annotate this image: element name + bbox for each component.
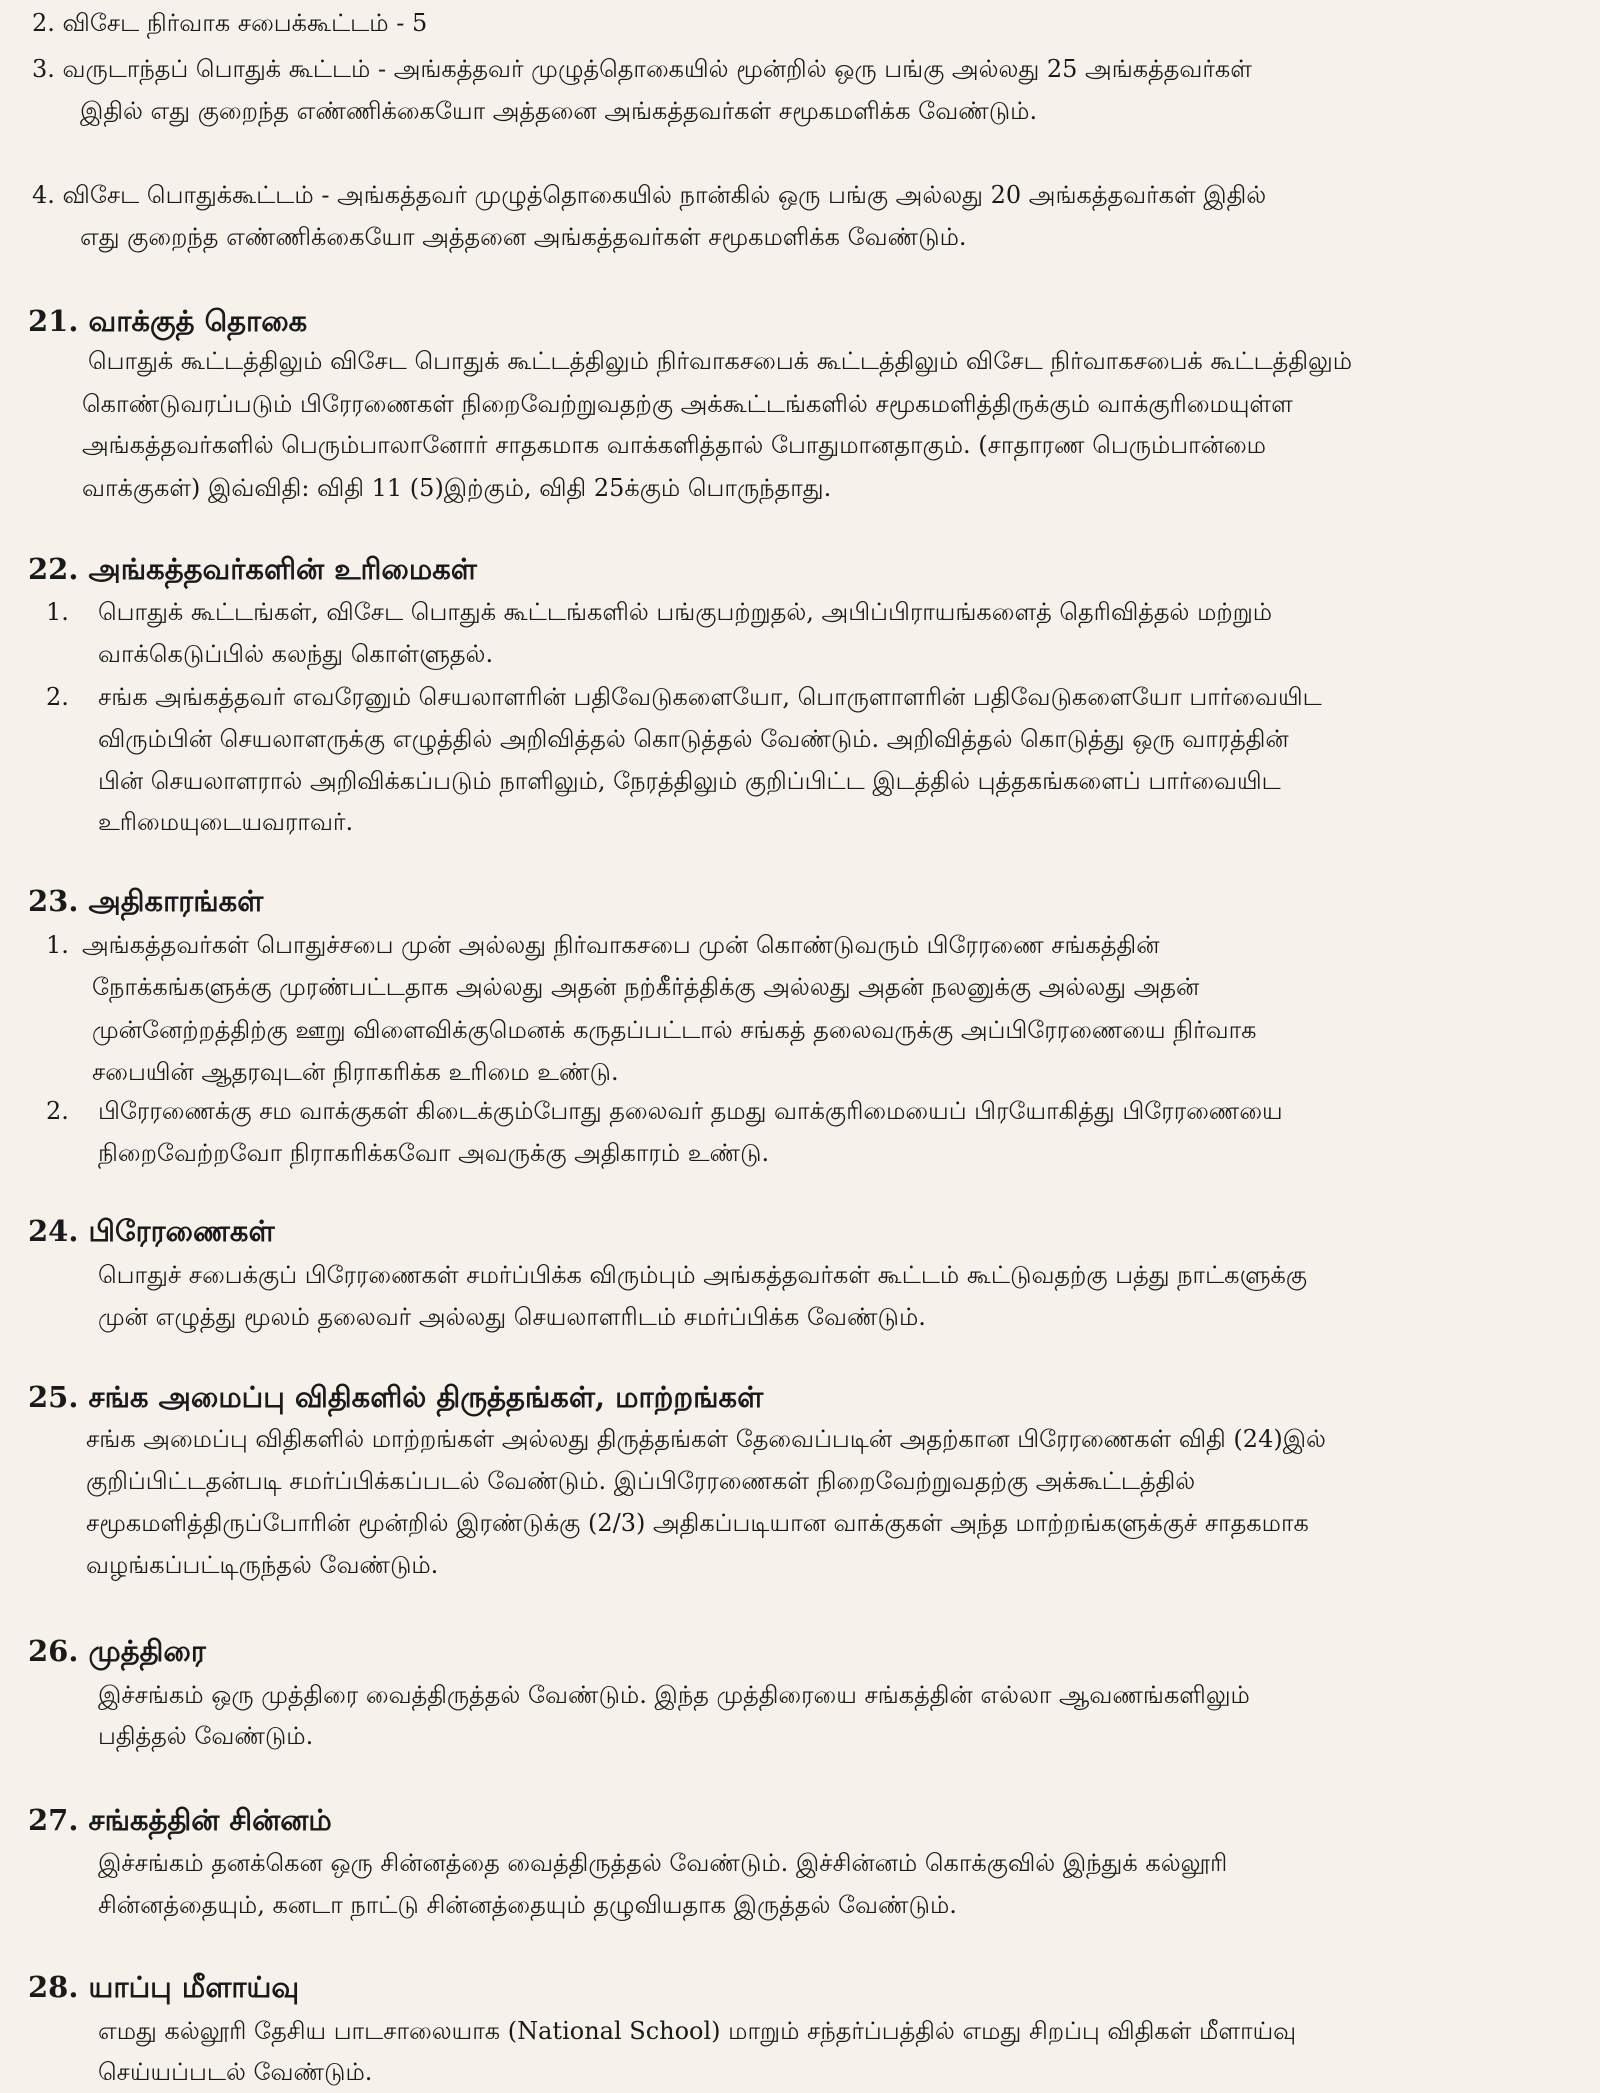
section-22-item-2-cont: பின் செயலாளரால் அறிவிக்கப்படும் நாளிலும், நேரத்திலும் குறிப்பிட்ட இடத்தில் புத்தகங்களைப் பார்வையிட: [98, 767, 1281, 795]
section-28-line: செய்யப்படல் வேண்டும்.: [98, 2058, 373, 2086]
list-item-2: 2. விசேட நிர்வாக சபைக்கூட்டம் - 5: [32, 9, 428, 37]
section-22-item-1-cont: வாக்கெடுப்பில் கலந்து கொள்ளுதல்.: [98, 640, 494, 668]
section-23-item-2-cont: நிறைவேற்றவோ நிராகரிக்கவோ அவருக்கு அதிகாரம் உண்டு.: [98, 1139, 770, 1167]
section-22-heading: 22. அங்கத்தவர்களின் உரிமைகள்: [28, 552, 477, 586]
section-27-line: சின்னத்தையும், கனடா நாட்டு சின்னத்தையும் தழுவியதாக இருத்தல் வேண்டும்.: [98, 1891, 957, 1919]
section-25-heading: 25. சங்க அமைப்பு விதிகளில் திருத்தங்கள், மாற்றங்கள்: [28, 1380, 764, 1414]
section-22-item-1: பொதுக் கூட்டங்கள், விசேட பொதுக் கூட்டங்களில் பங்குபற்றுதல், அபிப்பிராயங்களைத் தெரிவித்தல் மற்றும்: [98, 598, 1273, 626]
section-24-heading: 24. பிரேரணைகள்: [28, 1214, 275, 1248]
section-28-heading: 28. யாப்பு மீளாய்வு: [28, 1970, 300, 2004]
section-26-line: இச்சங்கம் ஒரு முத்திரை வைத்திருத்தல் வேண்டும். இந்த முத்திரையை சங்கத்தின் எல்லா ஆவணங்களிலும்: [98, 1681, 1250, 1709]
section-21-line: பொதுக் கூட்டத்திலும் விசேட பொதுக் கூட்டத்திலும் நிர்வாகசபைக் கூட்டத்திலும் விசேட நிர்வாகசபைக் கூட்டத்திலும்: [88, 347, 1353, 375]
section-21-heading: 21. வாக்குத் தொகை: [28, 304, 308, 338]
section-28-line: எமது கல்லூரி தேசிய பாடசாலையாக (National School) மாறும் சந்தர்ப்பத்தில் எமது சிறப்பு விதிகள் மீளாய்வு: [98, 2017, 1297, 2045]
section-21-line: அங்கத்தவர்களில் பெரும்பாலானோர் சாதகமாக வாக்களித்தால் போதுமானதாகும். (சாதாரண பெரும்பான்மை: [82, 431, 1266, 459]
section-25-line: வழங்கப்பட்டிருந்தல் வேண்டும்.: [86, 1551, 439, 1579]
section-25-line: சங்க அமைப்பு விதிகளில் மாற்றங்கள் அல்லது திருத்தங்கள் தேவைப்படின் அதற்கான பிரேரணைகள் விதி (24)இல்: [86, 1425, 1326, 1453]
list-item-4: 4. விசேட பொதுக்கூட்டம் - அங்கத்தவர் முழுத்தொகையில் நான்கில் ஒரு பங்கு அல்லது 20 அங்கத்தவர்கள் இதில்: [32, 181, 1267, 209]
section-21-line: வாக்குகள்) இவ்விதி: விதி 11 (5)இற்கும், விதி 25க்கும் பொருந்தாது.: [82, 474, 832, 502]
section-22-item-1-num: 1.: [46, 598, 69, 626]
section-27-heading: 27. சங்கத்தின் சின்னம்: [28, 1803, 332, 1837]
section-22-item-2: சங்க அங்கத்தவர் எவரேனும் செயலாளரின் பதிவேடுகளையோ, பொருளாளரின் பதிவேடுகளையோ பார்வையிட: [98, 683, 1322, 711]
section-22-item-2-num: 2.: [46, 683, 69, 711]
section-23-item-2: பிரேரணைக்கு சம வாக்குகள் கிடைக்கும்போது தலைவர் தமது வாக்குரிமையைப் பிரயோகித்து பிரேரணையை: [98, 1097, 1283, 1125]
section-22-item-2-cont: உரிமையுடையவராவர்.: [98, 808, 354, 836]
section-23-item-1: அங்கத்தவர்கள் பொதுச்சபை முன் அல்லது நிர்வாகசபை முன் கொண்டுவரும் பிரேரணை சங்கத்தின்: [82, 931, 1160, 959]
section-25-line: குறிப்பிட்டதன்படி சமர்ப்பிக்கப்படல் வேண்டும். இப்பிரேரணைகள் நிறைவேற்றுவதற்கு அக்கூட்டத்தில்: [86, 1467, 1196, 1495]
section-27-line: இச்சங்கம் தனக்கென ஒரு சின்னத்தை வைத்திருத்தல் வேண்டும். இச்சின்னம் கொக்குவில் இந்துக் கல்லூரி: [98, 1849, 1228, 1877]
section-26-line: பதித்தல் வேண்டும்.: [98, 1722, 314, 1750]
list-item-3-cont: இதில் எது குறைந்த எண்ணிக்கையோ அத்தனை அங்கத்தவர்கள் சமூகமளிக்க வேண்டும்.: [80, 97, 1038, 125]
section-21-line: கொண்டுவரப்படும் பிரேரணைகள் நிறைவேற்றுவதற்கு அக்கூட்டங்களில் சமூகமளித்திருக்கும் வாக்குரிமையுள்ள: [82, 390, 1293, 418]
section-23-item-1-cont: முன்னேற்றத்திற்கு ஊறு விளைவிக்குமெனக் கருதப்பட்டால் சங்கத் தலைவருக்கு அப்பிரேரணையை நிர்வாக: [92, 1016, 1257, 1044]
list-item-3: 3. வருடாந்தப் பொதுக் கூட்டம் - அங்கத்தவர் முழுத்தொகையில் மூன்றில் ஒரு பங்கு அல்லது 25 அங்கத்தவர்கள்: [32, 55, 1252, 83]
section-23-item-2-num: 2.: [46, 1097, 69, 1125]
section-23-item-1-cont: சபையின் ஆதரவுடன் நிராகரிக்க உரிமை உண்டு.: [92, 1058, 619, 1086]
list-item-4-cont: எது குறைந்த எண்ணிக்கையோ அத்தனை அங்கத்தவர்கள் சமூகமளிக்க வேண்டும்.: [80, 223, 967, 251]
section-24-line: பொதுச் சபைக்குப் பிரேரணைகள் சமர்ப்பிக்க விரும்பும் அங்கத்தவர்கள் கூட்டம் கூட்டுவதற்கு பத்து நாட்களுக்கு: [98, 1261, 1308, 1289]
section-24-line: முன் எழுத்து மூலம் தலைவர் அல்லது செயலாளரிடம் சமர்ப்பிக்க வேண்டும்.: [98, 1303, 926, 1331]
section-23-item-1-num: 1.: [46, 931, 69, 959]
section-23-item-1-cont: நோக்கங்களுக்கு முரண்பட்டதாக அல்லது அதன் நற்கீர்த்திக்கு அல்லது அதன் நலனுக்கு அல்லது அதன்: [92, 973, 1200, 1001]
section-22-item-2-cont: விரும்பின் செயலாளருக்கு எழுத்தில் அறிவித்தல் கொடுத்தல் வேண்டும். அறிவித்தல் கொடுத்து ஒரு வாரத்தின்: [98, 725, 1289, 753]
section-25-line: சமூகமளித்திருப்போரின் மூன்றில் இரண்டுக்கு (2/3) அதிகப்படியான வாக்குகள் அந்த மாற்றங்களுக்குச் சாதகமாக: [86, 1509, 1309, 1537]
section-23-heading: 23. அதிகாரங்கள்: [28, 884, 264, 918]
section-26-heading: 26. முத்திரை: [28, 1634, 206, 1668]
